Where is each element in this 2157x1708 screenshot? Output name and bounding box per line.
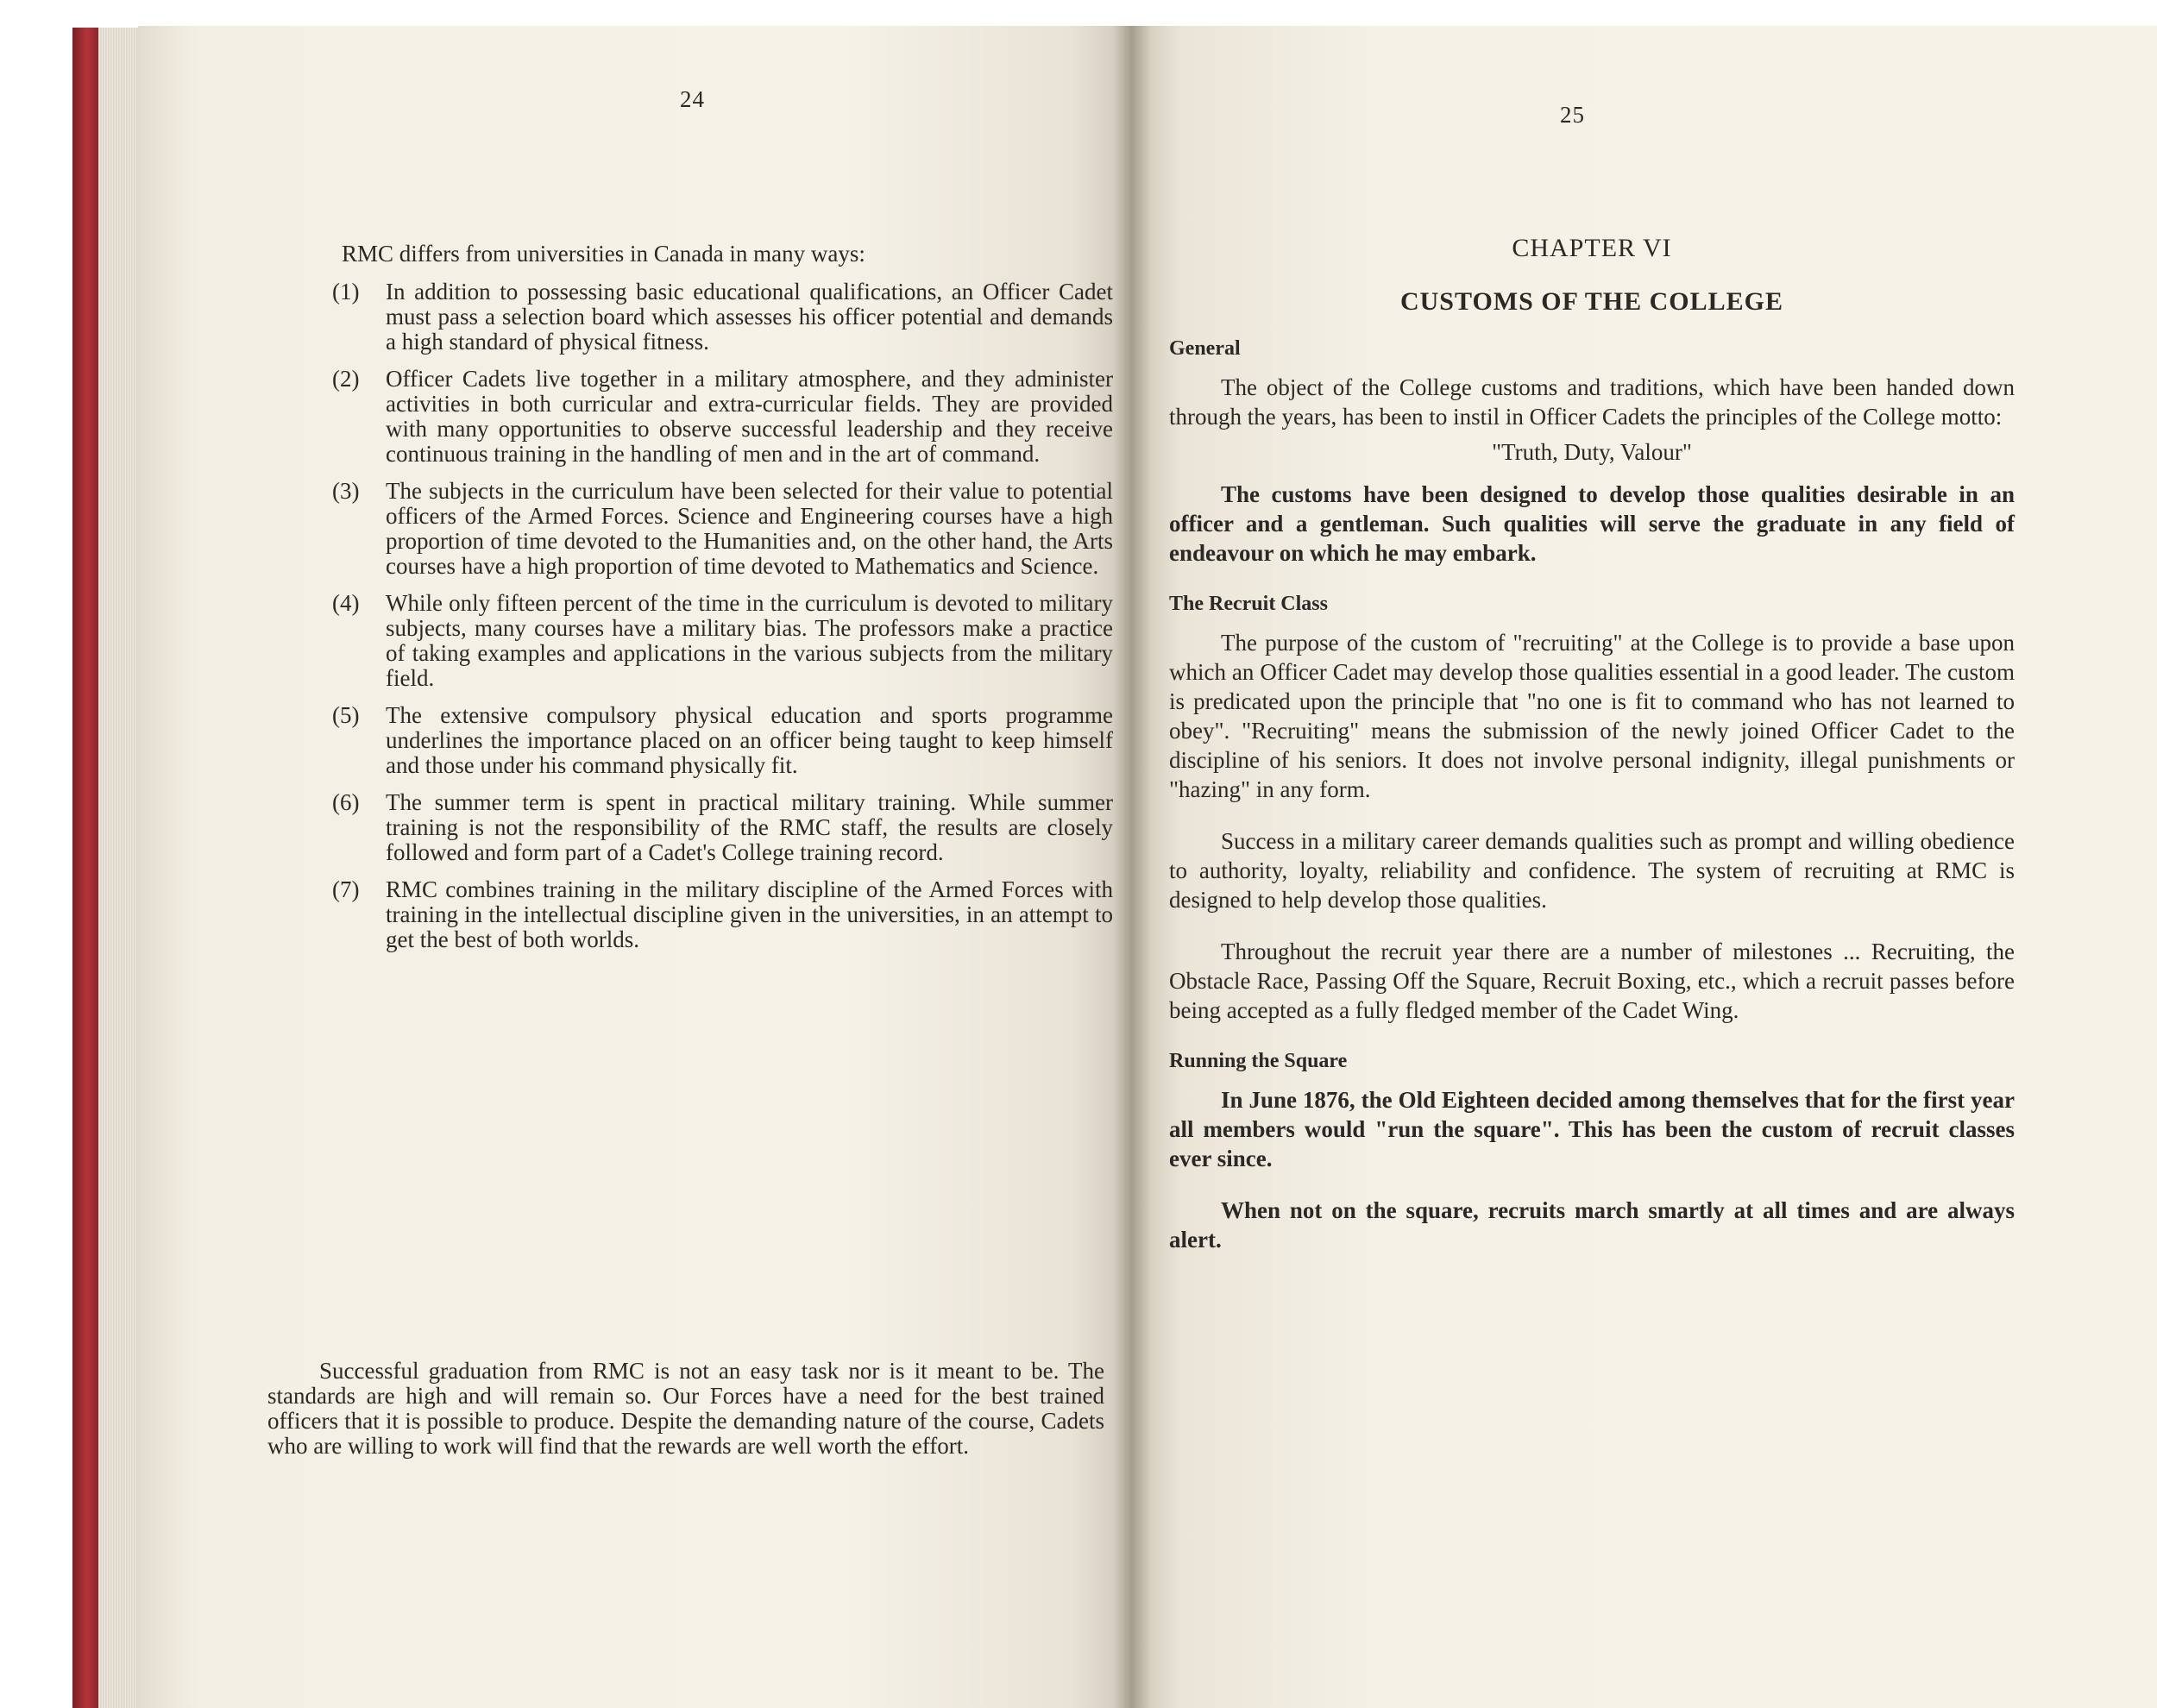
- list-item: [332, 790, 1113, 865]
- item-number: (1): [332, 279, 360, 305]
- list-item: [332, 703, 1113, 778]
- list-item: [332, 591, 1113, 691]
- college-motto: "Truth, Duty, Valour": [1492, 439, 1692, 465]
- item-text: The extensive compulsory physical education and sports programme underlines the importance placed on an officer being taught to keep himself and those under his command physically fit.: [386, 702, 1113, 778]
- recruit-paragraph-2: Success in a military career demands qualities such as prompt and willing obedience to authority, loyalty, reliability and confidence. The system of recruiting at RMC is designed to help develop those qualities.: [1169, 828, 2015, 913]
- list-item: [332, 877, 1113, 952]
- list-item: [332, 367, 1113, 467]
- item-number: (3): [332, 478, 360, 504]
- right-page-number: 25: [1560, 102, 1585, 128]
- section-heading-recruit-class: The Recruit Class: [1169, 593, 1328, 615]
- square-paragraph-2: When not on the square, recruits march smartly at all times and are always alert.: [1169, 1197, 2015, 1253]
- general-paragraph-2: The customs have been designed to develop those qualities desirable in an officer and a gentleman. Such qualities will serve the graduate in any field of endeavour on which he may embark.: [1169, 481, 2015, 566]
- item-number: (6): [332, 789, 360, 815]
- item-text: Officer Cadets live together in a military atmosphere, and they administer activities in both curricular and extra-curricular fields. They are provided with many opportunities to observe successful leadership and they receive continuous training in the handling of men and in the art of command.: [386, 366, 1113, 467]
- book-gutter: [1113, 26, 1151, 1708]
- left-page-body: [332, 240, 1113, 964]
- section-heading-running-square: Running the Square: [1169, 1050, 1348, 1072]
- item-number: (2): [332, 366, 360, 392]
- item-number: (7): [332, 876, 360, 902]
- closing-paragraph: Successful graduation from RMC is not an easy task nor is it meant to be. The standards are high and will remain so. Our Forces have a need for the best trained officers that it is possible to produce. Despite the demanding nature of the course, Cadets who are willing to work will find that the rewards are well worth the effort.: [267, 1358, 1104, 1459]
- chapter-number: CHAPTER VI: [1512, 234, 1672, 262]
- section-heading-general: General: [1169, 337, 1241, 360]
- item-number: (4): [332, 590, 360, 616]
- item-text: The summer term is spent in practical military training. While summer training is not the responsibility of the RMC staff, the results are closely followed and form part of a Cadet's College training record.: [386, 789, 1113, 865]
- recruit-paragraph-1: The purpose of the custom of "recruiting" at the College is to provide a base upon which an Officer Cadet may develop those qualities essential in a good leader. The custom is predicated upon the principle that "no one is fit to command who has not learned to obey". "Recruiting" means the submission of the newly joined Officer Cadet to the discipline of his seniors. It does not involve personal indignity, illegal punishments or "hazing" in any form.: [1169, 630, 2015, 802]
- general-paragraph-1: The object of the College customs and traditions, which have been handed down through the years, has been to instil in Officer Cadets the principles of the College motto:: [1169, 374, 2015, 430]
- book-spine: [72, 28, 98, 1708]
- item-text: While only fifteen percent of the time in the curriculum is devoted to military subjects, many courses have a military bias. The professors make a practice of taking examples and applications in the various subjects from the military field.: [386, 590, 1113, 691]
- right-page-body: [1169, 235, 2015, 1277]
- differences-list: [332, 279, 1113, 952]
- intro-line: RMC differs from universities in Canada in many ways:: [342, 241, 865, 267]
- list-item: [332, 479, 1113, 579]
- page-edges: [98, 28, 138, 1708]
- list-item: [332, 279, 1113, 355]
- left-page-number: 24: [680, 86, 705, 112]
- chapter-title: CUSTOMS OF THE COLLEGE: [1399, 287, 1784, 316]
- square-paragraph-1: In June 1876, the Old Eighteen decided among themselves that for the first year all members would "run the square". This has been the custom of recruit classes ever since.: [1169, 1087, 2015, 1171]
- recruit-paragraph-3: Throughout the recruit year there are a number of milestones ... Recruiting, the Obstacle Race, Passing Off the Square, Recruit Boxing, etc., which a recruit passes before being accepted as a fully fledged member of the Cadet Wing.: [1169, 939, 2015, 1023]
- item-text: The subjects in the curriculum have been selected for their value to potential officers of the Armed Forces. Science and Engineering courses have a high proportion of time devoted to the Humanities and, on the other hand, the Arts courses have a high proportion of time devoted to Mathematics and Science.: [386, 478, 1113, 579]
- item-text: In addition to possessing basic educational qualifications, an Officer Cadet must pass a selection board which assesses his officer potential and demands a high standard of physical fitness.: [386, 279, 1113, 355]
- item-number: (5): [332, 702, 360, 728]
- item-text: RMC combines training in the military discipline of the Armed Forces with training in the intellectual discipline given in the universities, in an attempt to get the best of both worlds.: [386, 876, 1113, 952]
- closing-paragraph-block: [267, 1359, 1104, 1459]
